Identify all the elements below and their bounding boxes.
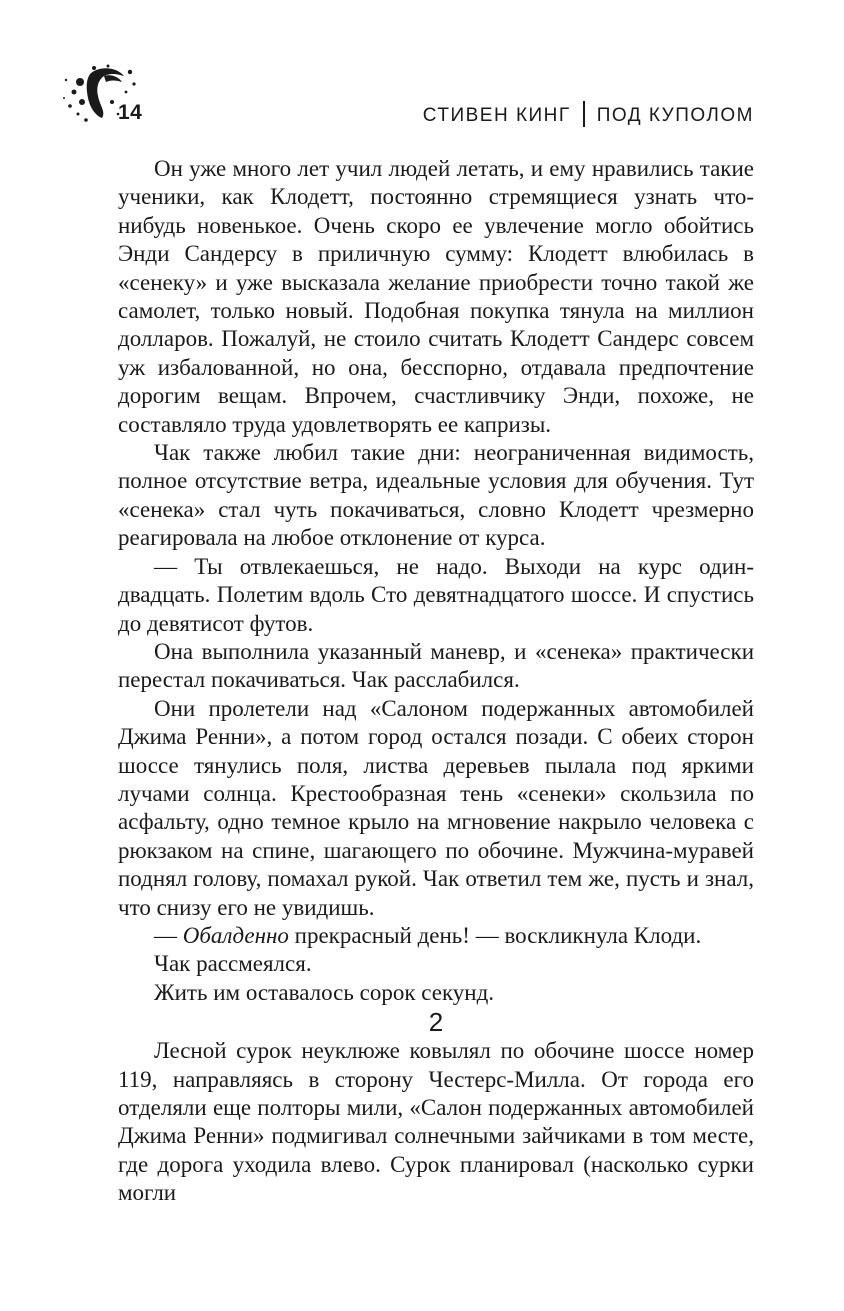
paragraph: Чак также любил такие дни: неограниченная видимость, полное отсутствие ветра, идеальные условия для обучения. Тут «сенека» стал чуть покачиваться, словно Клодетт чрезмерно реагировала на любое отклонение от курса. xyxy=(118,440,754,551)
paragraph: Чак рассмеялся. xyxy=(154,951,312,977)
page-number: 14 xyxy=(118,101,143,124)
running-head xyxy=(423,101,754,127)
book-author: СТИВЕН КИНГ xyxy=(422,105,571,126)
emphasis-text: Обалденно xyxy=(182,922,289,948)
header-divider xyxy=(583,101,585,127)
page-header xyxy=(0,0,844,140)
paragraph xyxy=(118,922,754,950)
paragraph: Он уже много лет учил людей летать, и ему нравились такие ученики, как Клодетт, постоянно стремящиеся узнать что-нибудь новенькое. Очень скоро ее увлечение могло обойтись Энди Сандерсу в приличную сумму: Клодетт влюбилась в «сенеку» и уже высказала желание приобрести точно такой же самолет, только новый. Подобная покупка тянула на миллион долларов. Пожалуй, не стоило считать Клодетт Сандерс совсем уж избалованной, но она, бесспорно, отдавала предпочтение дорогим вещам. Впрочем, счастливчику Энди, похоже, не составляло труда удовлетворять ее капризы. xyxy=(118,156,754,437)
paragraph: Они пролетели над «Салоном подержанных автомобилей Джима Ренни», а потом город остался позади. С обеих сторон шоссе тянулись поля, листва деревьев пылала под яркими лучами солнца. Крестообразная тень «сенеки» скользила по асфальту, одно темное крыло на мгновение накрыло человека с рюкзаком на спине, шагающего по обочине. Мужчина-муравей поднял голову, помахал рукой. Чак ответил тем же, пусть и знал, что снизу его не увидишь. xyxy=(118,695,754,920)
paragraph: Жить им оставалось сорок секунд. xyxy=(154,979,495,1005)
book-title: ПОД КУПОЛОМ xyxy=(596,105,754,126)
paragraph: Лесной сурок неуклюже ковылял по обочине шоссе номер 119, направляясь в сторону Честерс-Милла. От города его отделяли еще полторы мили, «Салон подержанных автомобилей Джима Ренни» подмигивал солнечными зайчиками в том месте, где дорога уходила влево. Сурок планировал (насколько сурки могли xyxy=(118,1038,754,1206)
dialogue-dash: — xyxy=(154,922,183,948)
page-body xyxy=(118,155,754,1208)
chapter-number: 2 xyxy=(428,1007,444,1038)
paragraph: — Ты отвлекаешься, не надо. Выходи на курс один-двадцать. Полетим вдоль Сто девятнадцатого шоссе. И спустись до девятисот футов. xyxy=(118,553,754,636)
paragraph-text: прекрасный день! — воскликнула Клоди. xyxy=(288,922,702,948)
paragraph: Она выполнила указанный маневр, и «сенека» практически перестал покачиваться. Чак расслабился. xyxy=(118,638,754,693)
